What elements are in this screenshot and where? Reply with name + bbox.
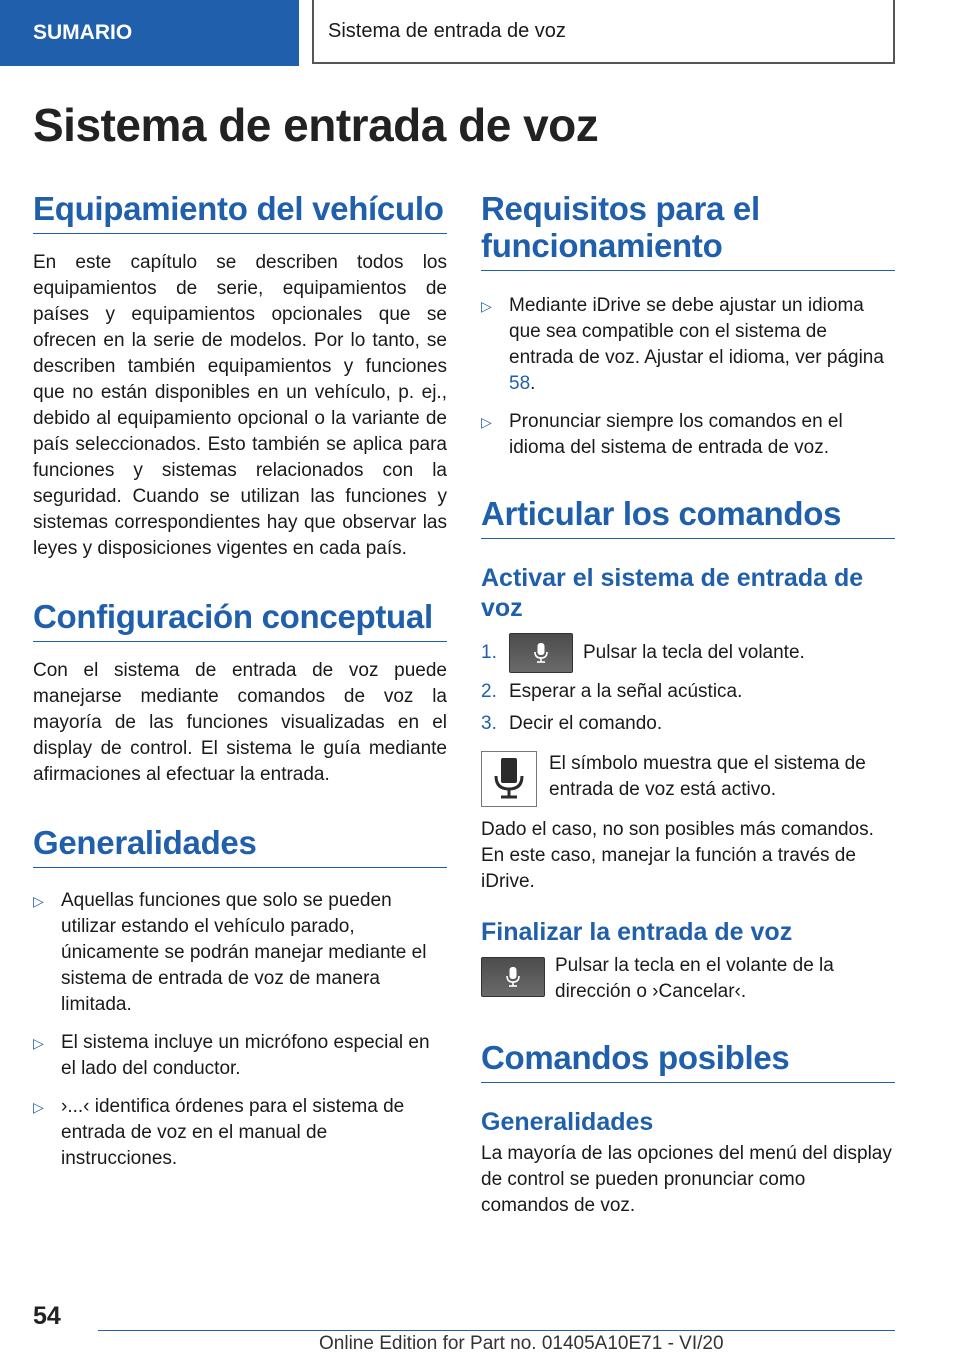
list-item [33, 888, 447, 1018]
voice-button-image [509, 633, 573, 673]
list-item [33, 1030, 447, 1082]
triangle-bullet-icon: ▷ [481, 298, 492, 314]
sumario-tab[interactable]: SUMARIO [0, 0, 299, 66]
paragraph-dado: Dado el caso, no son posibles más comandos. En este caso, manejar la función a través de iDrive. [481, 819, 874, 892]
microphone-icon [494, 758, 524, 800]
microphone-icon [534, 643, 548, 663]
paragraph-generalidades-2: La mayoría de las opciones del menú del display de control se pueden pronunciar como comandos de voz. [481, 1143, 892, 1216]
heading-configuracion: Configuración conceptual [33, 598, 447, 642]
step-number: 2. [481, 681, 497, 702]
list-item-text: Pronunciar siempre los comandos en el idioma del sistema de entrada de voz. [509, 411, 843, 458]
heading-generalidades-2: Generalidades [481, 1108, 654, 1136]
voice-button-image [481, 957, 545, 997]
heading-articular: Articular los comandos [481, 495, 895, 539]
step-number: 3. [481, 713, 497, 734]
left-column [33, 190, 447, 1172]
step-number: 1. [481, 642, 497, 663]
symbol-text: El símbolo muestra que el sistema de entrada de voz está activo. [549, 753, 866, 800]
paragraph-equipamiento: En este capítulo se describen todos los equipamientos de serie, equipamientos de países y equipamientos opcionales que se ofrecen en la serie de modelos. Por lo tanto, se describen también equipamientos y funciones que no están disponibles en un vehículo, p. ej., debido al equipamiento opcional o la variante de país seleccionados. Esto también se aplica para funciones y sistemas relacionados con la seguridad. Cuando se utilizan las funciones y sistemas correspondientes hay que observar las leyes y disposiciones vigentes en cada país. [33, 252, 447, 559]
step-item [481, 679, 895, 705]
step-item [481, 711, 895, 737]
mic-symbol-box [481, 751, 537, 807]
section-title: Sistema de entrada de voz [328, 19, 566, 42]
right-column [481, 190, 895, 1219]
step-item [481, 633, 895, 673]
list-item-text [509, 293, 895, 397]
footer-edition: Online Edition for Part no. 01405A10E71 - VI/20 [319, 1333, 724, 1354]
triangle-bullet-icon: ▷ [481, 414, 492, 430]
list-item [481, 409, 895, 461]
footer-divider [98, 1330, 895, 1331]
heading-activar: Activar el sistema de entrada de voz [481, 564, 864, 622]
section-header [312, 0, 895, 64]
symbol-note [481, 751, 895, 807]
list-item-text: Aquellas funciones que solo se pueden utilizar estando el vehículo parado, únicamente se podrán manejar mediante el sistema de entrada de voz de manera limitada. [61, 890, 427, 1015]
req1-end: . [530, 373, 536, 394]
list-item [33, 1094, 447, 1172]
list-item-text: El sistema incluye un micrófono especial en el lado del conductor. [61, 1032, 430, 1079]
finalizar-text: Pulsar la tecla en el volante de la dirección o ›Cancelar‹. [555, 955, 834, 1002]
list-item-text: ›...‹ identifica órdenes para el sistema de entrada de voz en el manual de instrucciones. [61, 1096, 405, 1169]
paragraph-configuracion: Con el sistema de entrada de voz puede manejarse mediante comandos de voz la mayoría de las funciones visualizadas en el display de control. El sistema le guía mediante afirmaciones al efectuar la entrada. [33, 660, 447, 785]
heading-requisitos: Requisitos para el funcionamiento [481, 190, 895, 271]
list-item [481, 293, 895, 397]
req1-text: Mediante iDrive se debe ajustar un idioma que sea compatible con el sistema de entrada de voz. Ajustar el idioma, ver página [509, 295, 884, 368]
page-link-58[interactable]: 58 [509, 373, 531, 394]
triangle-bullet-icon: ▷ [33, 1099, 44, 1115]
page-title: Sistema de entrada de voz [33, 99, 599, 151]
finalizar-note [481, 953, 895, 1005]
heading-finalizar: Finalizar la entrada de voz [481, 918, 793, 946]
heading-comandos: Comandos posibles [481, 1039, 895, 1083]
microphone-icon [506, 967, 520, 987]
heading-equipamiento: Equipamiento del vehículo [33, 190, 447, 234]
step-text: Esperar a la señal acústica. [509, 681, 743, 702]
page-number: 54 [33, 1302, 61, 1330]
heading-generalidades: Generalidades [33, 824, 447, 868]
step-text: Pulsar la tecla del volante. [583, 642, 805, 663]
triangle-bullet-icon: ▷ [33, 1035, 44, 1051]
step-text: Decir el comando. [509, 713, 663, 734]
triangle-bullet-icon: ▷ [33, 893, 44, 909]
